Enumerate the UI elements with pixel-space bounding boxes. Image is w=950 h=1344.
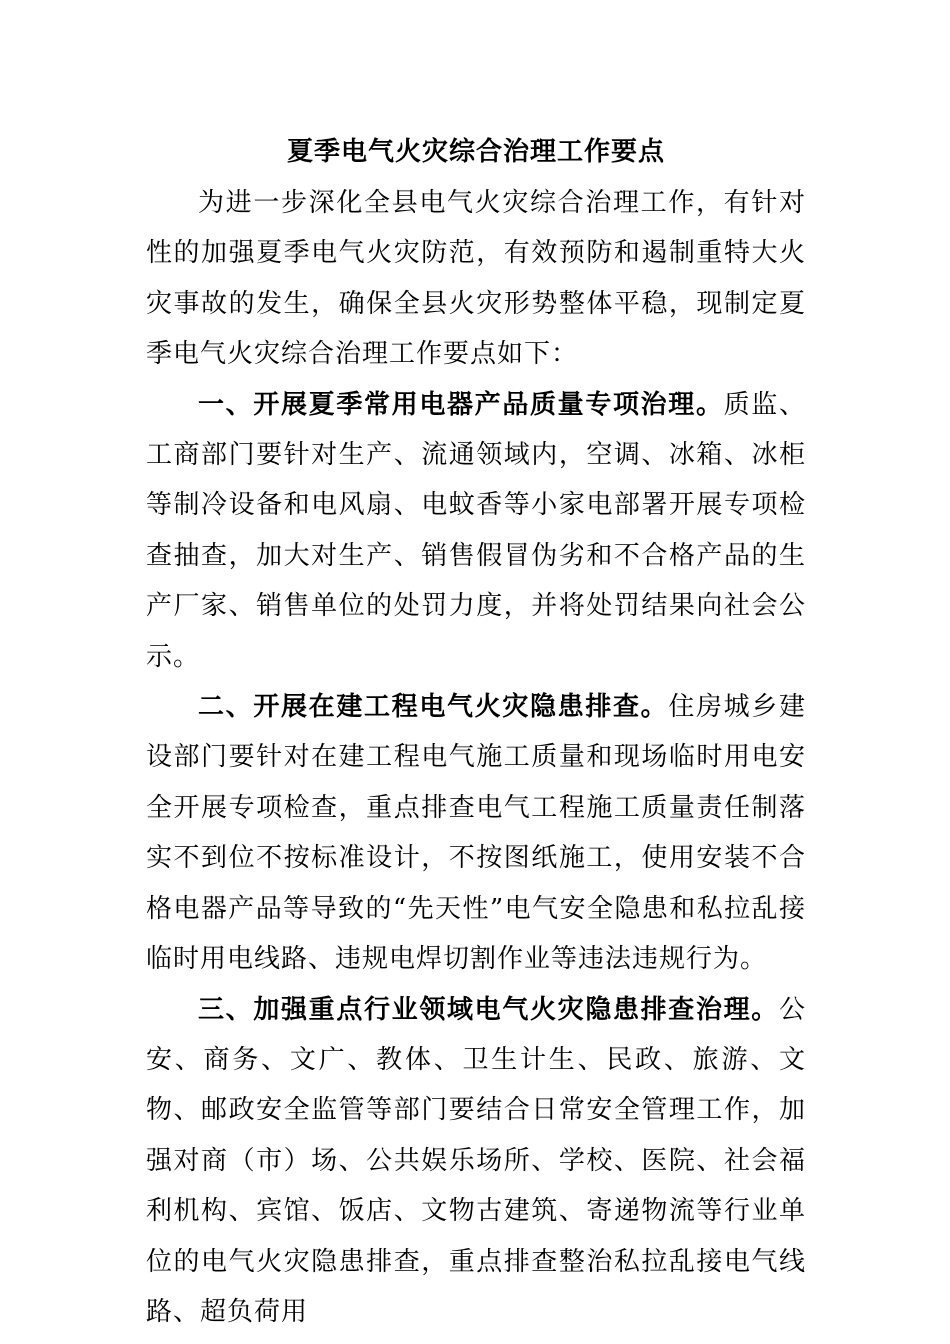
section-1-body: 质监、工商部门要针对生产、流通领域内，空调、冰箱、冰柜等制冷设备和电风扇、电蚊香等小家电部署开展专项检查抽查，加大对生产、销售假冒伪劣和不合格产品的生产厂家、销售单位的处罚力度，并将处罚结果向社会公示。 xyxy=(146,389,806,672)
section-3-paragraph xyxy=(146,985,806,1338)
intro-paragraph: 为进一步深化全县电气火灾综合治理工作，有针对性的加强夏季电气火灾防范，有效预防和遏制重特大火灾事故的发生，确保全县火灾形势整体平稳，现制定夏季电气火灾综合治理工作要点如下： xyxy=(146,188,806,370)
section-3-heading: 三、加强重点行业领域电气火灾隐患排查治理。 xyxy=(198,994,779,1025)
section-2-paragraph xyxy=(146,682,806,984)
section-2-heading: 二、开展在建工程电气火灾隐患排查。 xyxy=(198,692,669,723)
document-title: 夏季电气火灾综合治理工作要点 xyxy=(286,137,665,167)
section-1-heading: 一、开展夏季常用电器产品质量专项治理。 xyxy=(198,389,724,420)
section-1-paragraph xyxy=(146,380,806,682)
document-page xyxy=(146,128,806,1337)
section-3-body: 公安、商务、文广、教体、卫生计生、民政、旅游、文物、邮政安全监管等部门要结合日常安全管理工作，加强对商（市）场、公共娱乐场所、学校、医院、社会福利机构、宾馆、饭店、文物古建筑、寄递物流等行业单位的电气火灾隐患排查，重点排查整治私拉乱接电气线路、超负荷用 xyxy=(146,994,806,1327)
section-2-body: 住房城乡建设部门要针对在建工程电气施工质量和现场临时用电安全开展专项检查，重点排查电气工程施工质量责任制落实不到位不按标准设计，不按图纸施工，使用安装不合格电器产品等导致的“先天性”电气安全隐患和私拉乱接临时用电线路、违规电焊切割作业等违法违规行为。 xyxy=(146,692,806,975)
